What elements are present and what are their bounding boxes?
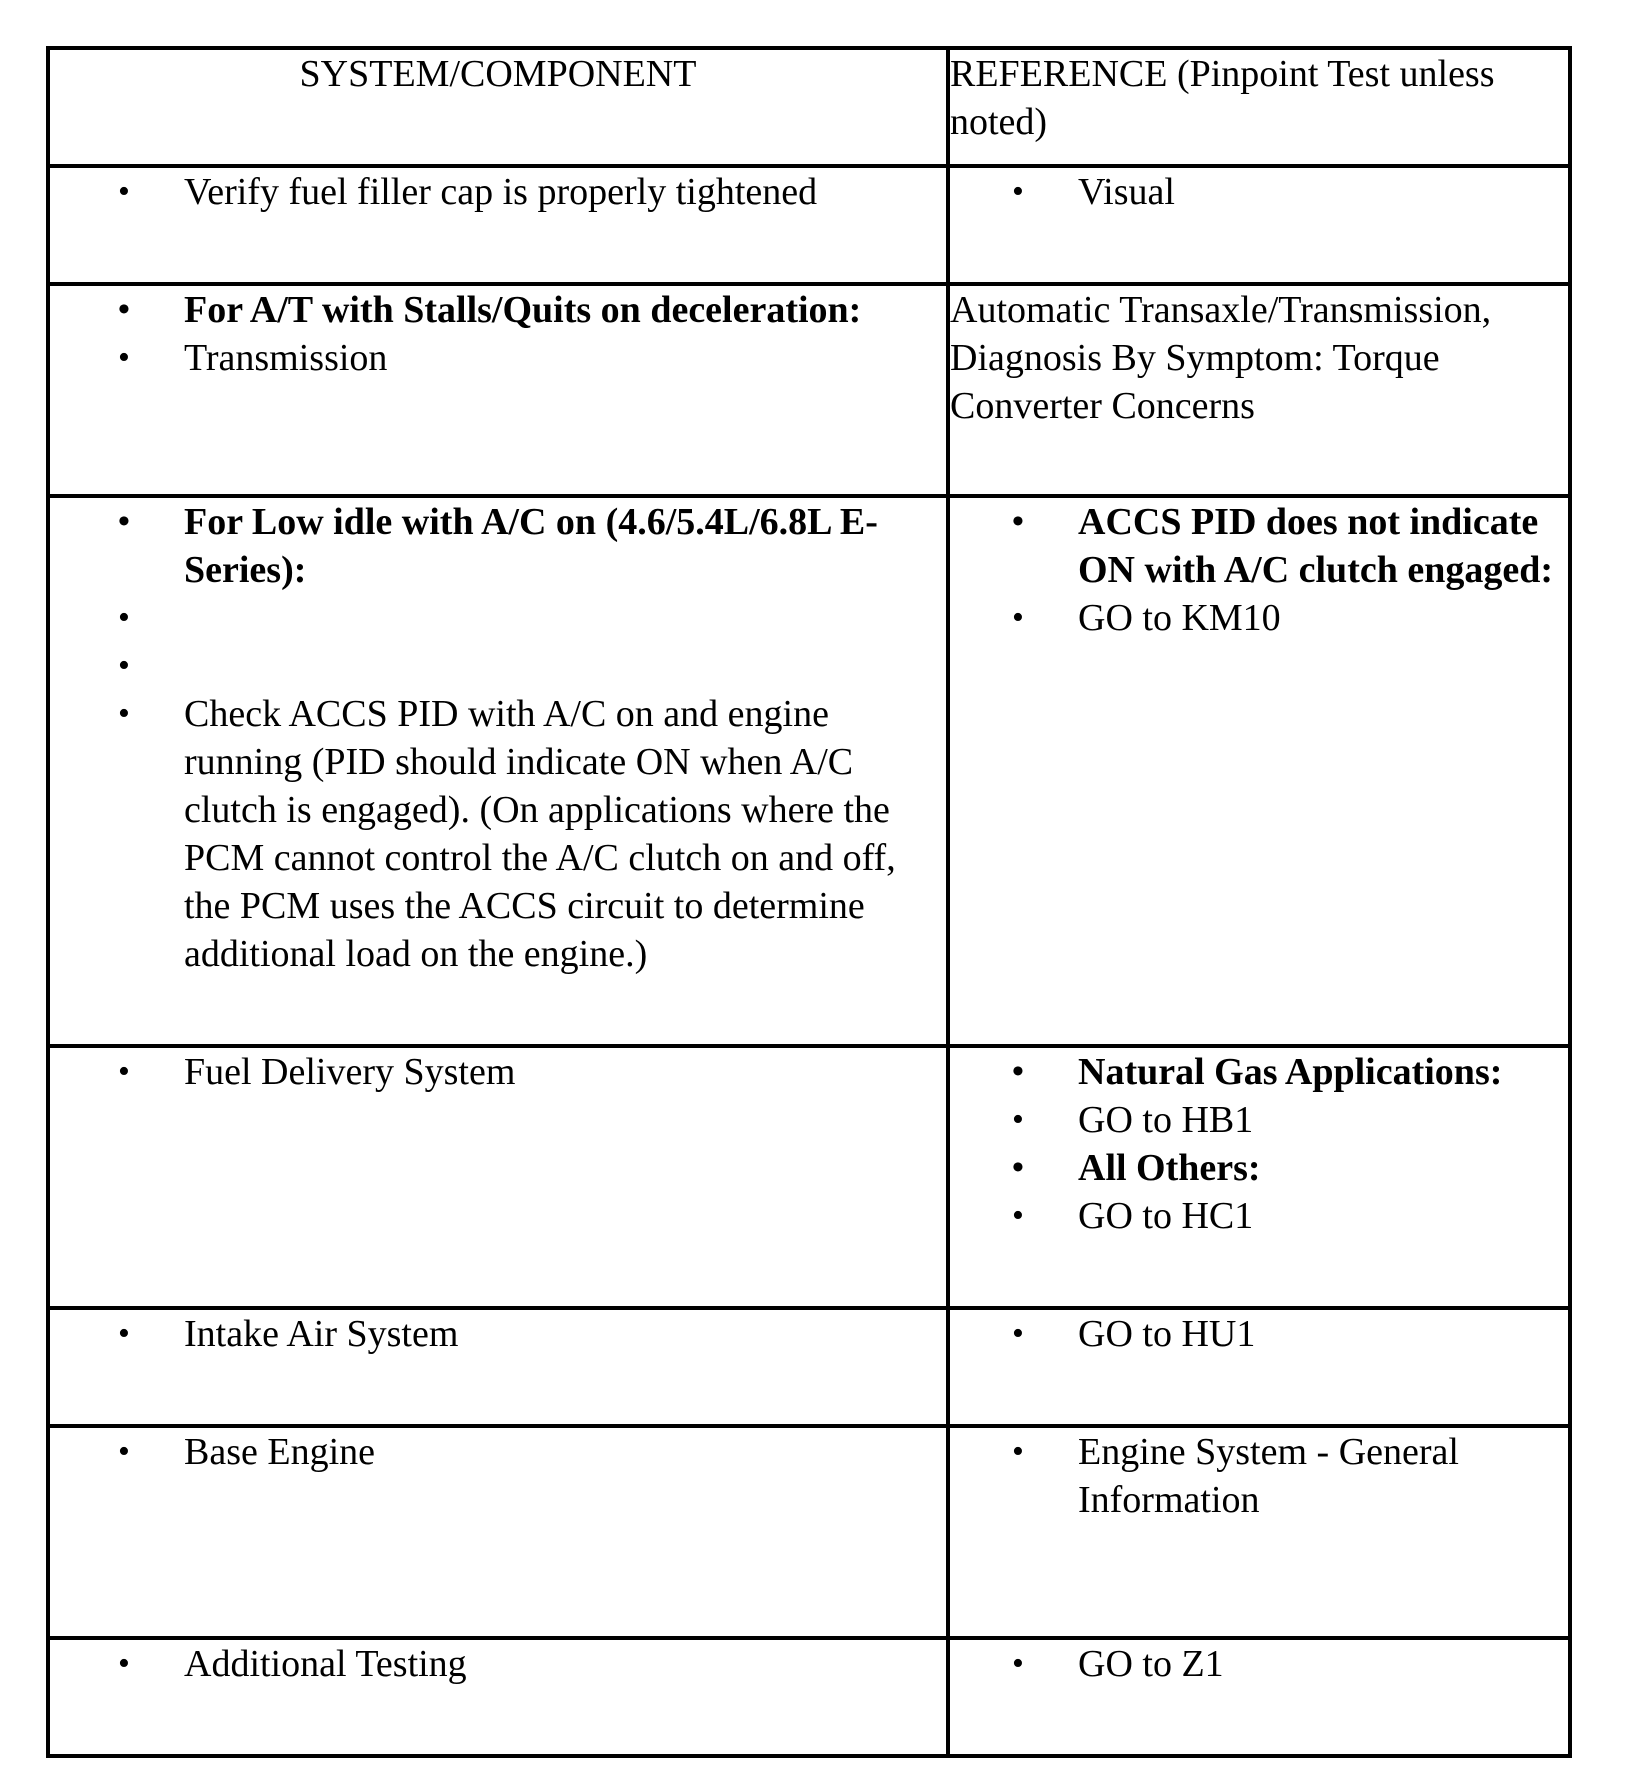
table-row (48, 284, 1570, 496)
reference-cell (948, 1426, 1570, 1638)
list-item (50, 594, 946, 642)
list-item: • Additional Testing (50, 1640, 946, 1688)
table-row (48, 1426, 1570, 1638)
list-item: • For A/T with Stalls/Quits on deceleration: (50, 286, 946, 334)
reference-cell (948, 1308, 1570, 1426)
system-cell (48, 1308, 948, 1426)
reference-table (46, 46, 1572, 1758)
system-cell (48, 1426, 948, 1638)
list-item: • Natural Gas Applications: (950, 1048, 1568, 1096)
system-cell (48, 1638, 948, 1756)
list-item: • All Others: (950, 1144, 1568, 1192)
list-item: • Verify fuel filler cap is properly tightened (50, 168, 946, 216)
list-item: • GO to HB1 (950, 1096, 1568, 1144)
list-item: • Base Engine (50, 1428, 946, 1476)
table-row (48, 1638, 1570, 1756)
list-item: • Check ACCS PID with A/C on and engine running (PID should indicate ON when A/C clutch is engaged). (On applications where the PCM cannot control the A/C clutch on and off, the PCM uses the ACCS circuit to determine additional load on the engine.) (50, 690, 946, 978)
list-item (50, 642, 946, 690)
list-item: • GO to HU1 (950, 1310, 1568, 1358)
list-item: • GO to HC1 (950, 1192, 1568, 1240)
reference-cell (948, 1638, 1570, 1756)
list-item: • For Low idle with A/C on (4.6/5.4L/6.8L E-Series): (50, 498, 946, 594)
reference-cell (948, 166, 1570, 284)
header-system-component: SYSTEM/COMPONENT (48, 48, 948, 166)
table-header-row (48, 48, 1570, 166)
header-reference: REFERENCE (Pinpoint Test unless noted) (948, 48, 1570, 166)
list-item: • Fuel Delivery System (50, 1048, 946, 1096)
list-item: • Visual (950, 168, 1568, 216)
reference-cell (948, 496, 1570, 1046)
system-cell (48, 496, 948, 1046)
table-row (48, 1046, 1570, 1308)
list-item: • Intake Air System (50, 1310, 946, 1358)
list-item: • GO to Z1 (950, 1640, 1568, 1688)
list-item: • Engine System - General Information (950, 1428, 1568, 1524)
list-item: • GO to KM10 (950, 594, 1568, 642)
table-row (48, 1308, 1570, 1426)
table-row (48, 496, 1570, 1046)
reference-cell (948, 1046, 1570, 1308)
system-cell (48, 284, 948, 496)
table-row (48, 166, 1570, 284)
system-cell (48, 166, 948, 284)
reference-cell: Automatic Transaxle/Transmission, Diagnosis By Symptom: Torque Converter Concerns (948, 284, 1570, 496)
list-item: • Transmission (50, 334, 946, 382)
list-item: • ACCS PID does not indicate ON with A/C clutch engaged: (950, 498, 1568, 594)
system-cell (48, 1046, 948, 1308)
